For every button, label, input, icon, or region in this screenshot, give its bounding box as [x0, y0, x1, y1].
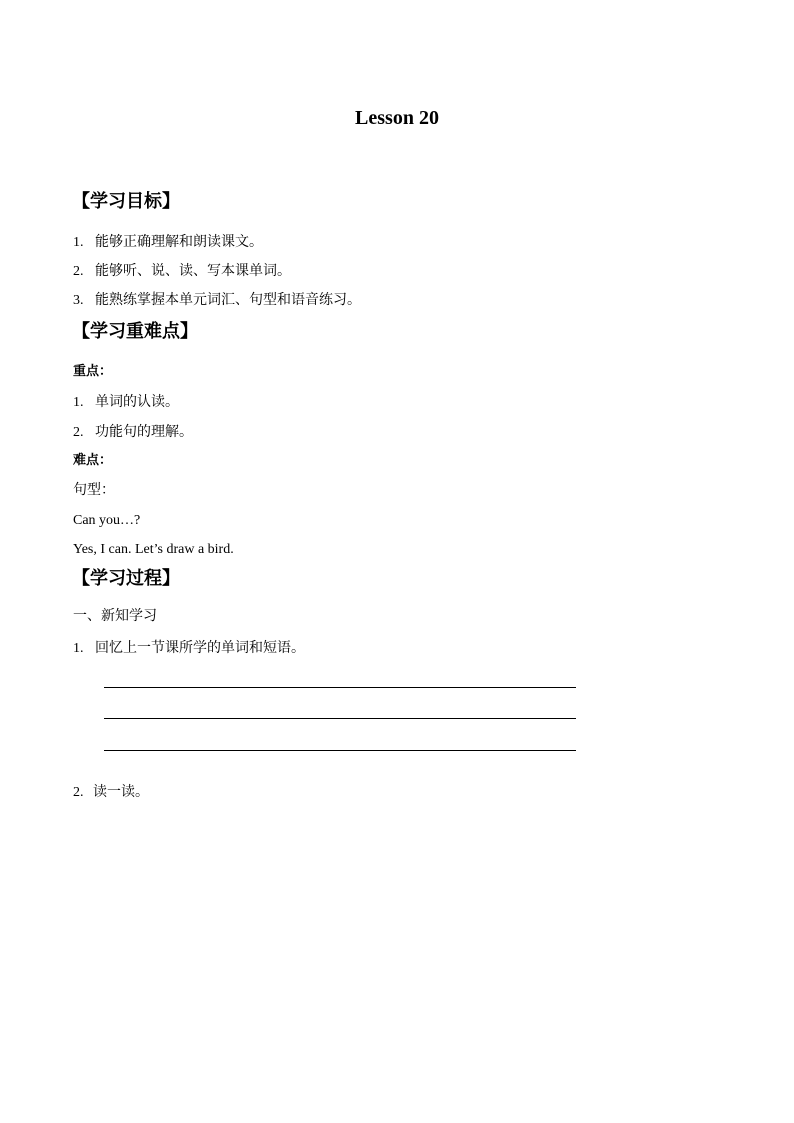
focus-label: 重点：: [73, 364, 113, 379]
process-heading: 【学习过程】: [72, 568, 180, 589]
focus-number: 2.: [73, 425, 84, 440]
difficulty-label: 难点：: [73, 453, 113, 468]
focus-number: 1.: [73, 395, 84, 410]
objective-item-2: [73, 261, 291, 282]
objective-number: 3.: [73, 293, 84, 308]
focus-text: 功能句的理解。: [95, 424, 193, 440]
objective-text: 能够听、说、读、写本课单词。: [95, 263, 291, 279]
step-one: [73, 638, 305, 659]
objective-item-1: [73, 232, 263, 253]
step-text: 读一读。: [93, 784, 149, 800]
objective-text: 能够正确理解和朗读课文。: [95, 234, 263, 250]
part-one-label: 一、新知学习: [73, 608, 157, 624]
lesson-title: Lesson 20: [355, 107, 439, 129]
step-number: 2.: [73, 785, 84, 800]
sentence-answer: Yes, I can. Let’s draw a bird.: [73, 542, 234, 557]
pattern-label: 句型：: [73, 482, 115, 498]
objective-number: 1.: [73, 235, 84, 250]
key-points-heading: 【学习重难点】: [72, 321, 198, 342]
step-two: [73, 782, 149, 803]
objectives-heading: 【学习目标】: [72, 191, 180, 212]
step-text: 回忆上一节课所学的单词和短语。: [95, 640, 305, 656]
focus-text: 单词的认读。: [95, 394, 179, 410]
sentence-question: Can you…?: [73, 513, 141, 528]
step-number: 1.: [73, 641, 84, 656]
objective-text: 能熟练掌握本单元词汇、句型和语音练习。: [95, 292, 361, 308]
answer-line-3[interactable]: [104, 750, 576, 751]
objective-number: 2.: [73, 264, 84, 279]
focus-item-1: [73, 392, 179, 413]
objective-item-3: [73, 290, 361, 311]
answer-line-1[interactable]: [104, 687, 576, 688]
answer-line-2[interactable]: [104, 718, 576, 719]
focus-item-2: [73, 422, 193, 443]
